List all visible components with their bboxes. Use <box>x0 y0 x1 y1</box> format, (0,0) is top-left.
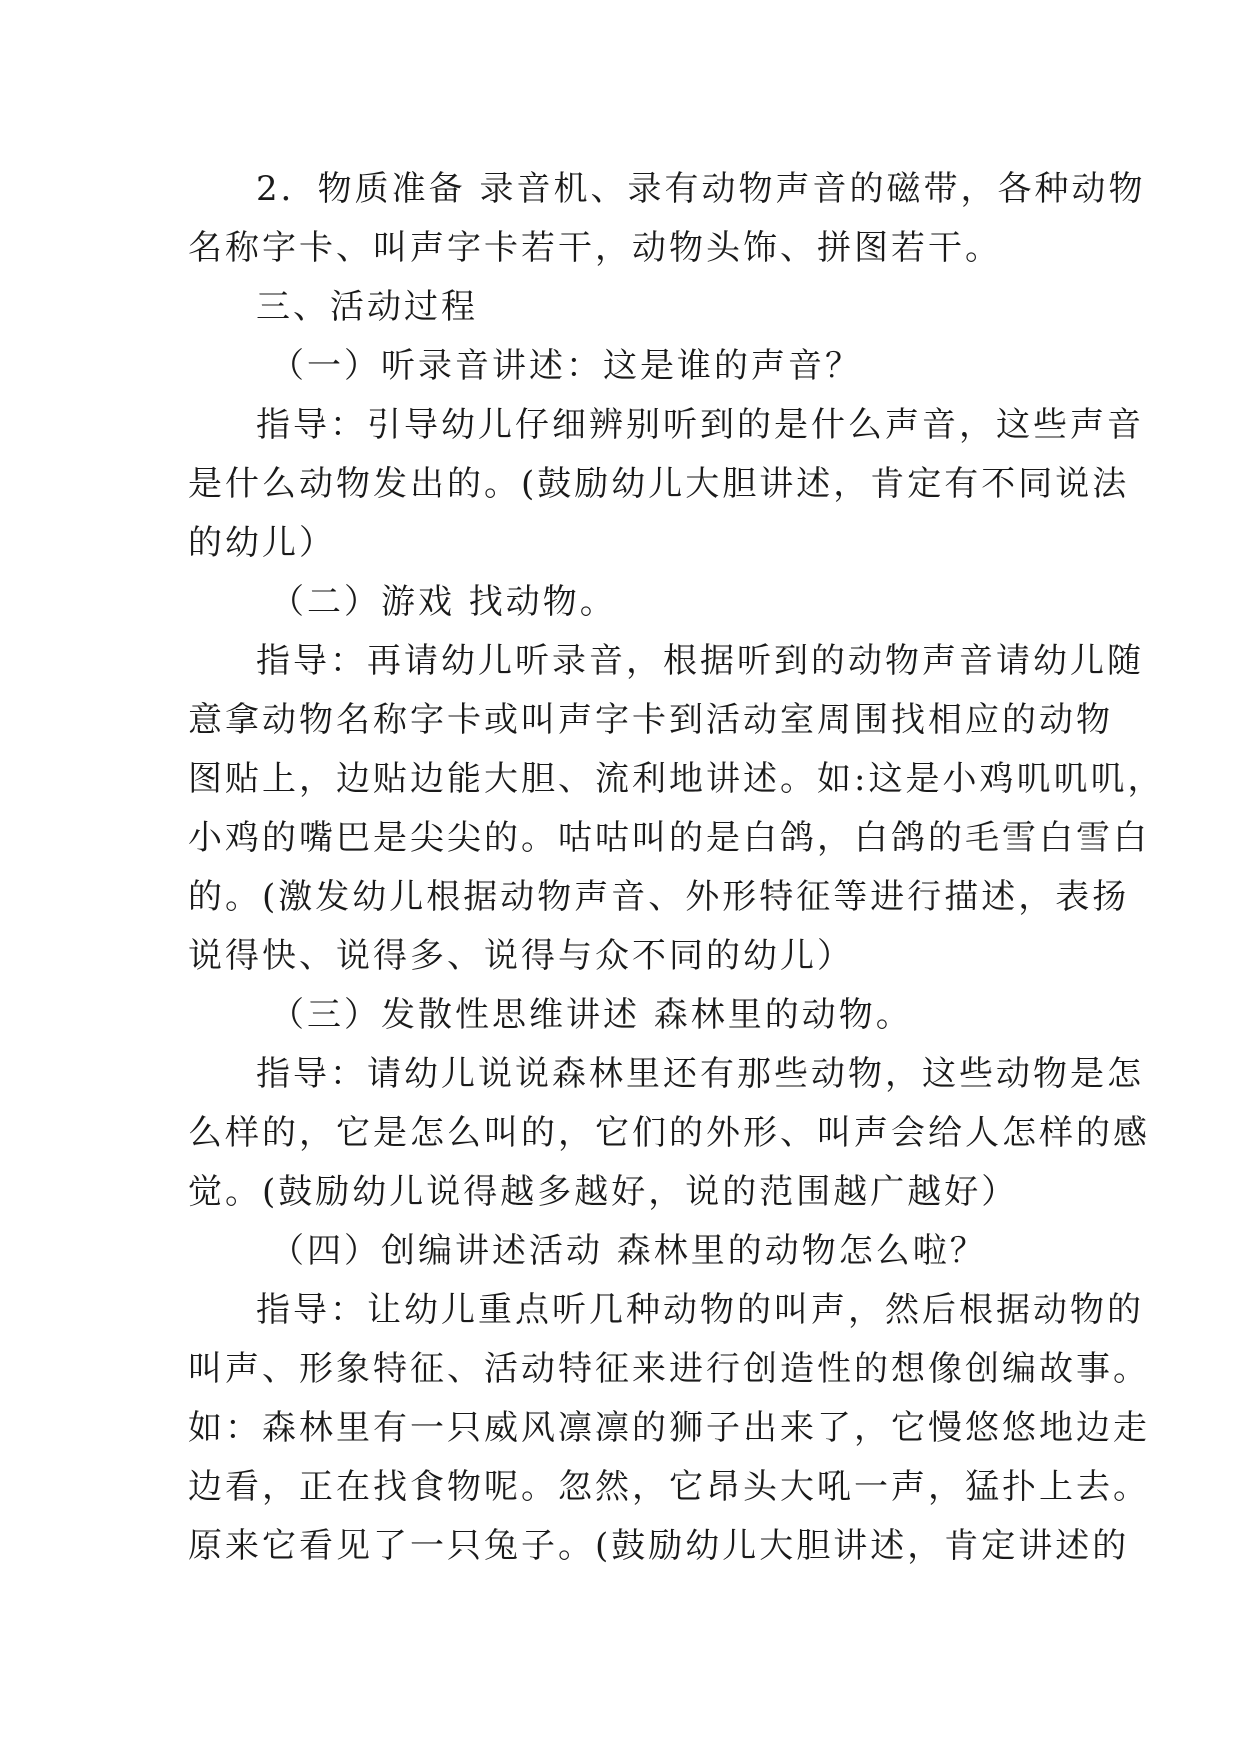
paragraph-line: 是什么动物发出的。(鼓励幼儿大胆讲述，肯定有不同说法 <box>188 464 1130 504</box>
paragraph-line: 意拿动物名称字卡或叫声字卡到活动室周围找相应的动物 <box>188 700 1113 740</box>
paragraph-line: 指导：引导幼儿仔细辨别听到的是什么声音，这些声音 <box>256 405 1144 445</box>
paragraph-line: 的。(激发幼儿根据动物声音、外形特征等进行描述，表扬 <box>188 877 1130 917</box>
paragraph-line: 小鸡的嘴巴是尖尖的。咕咕叫的是白鸽，白鸽的毛雪白雪白 <box>188 818 1150 858</box>
subsection-heading: （三）发散性思维讲述 森林里的动物。 <box>270 995 913 1035</box>
paragraph-line: 如：森林里有一只威风凛凛的狮子出来了，它慢悠悠地边走 <box>188 1408 1150 1448</box>
paragraph-line: 边看，正在找食物呢。忽然，它昂头大吼一声，猛扑上去。 <box>188 1467 1150 1507</box>
document-body <box>188 160 1165 1576</box>
section-heading: 三、活动过程 <box>256 287 478 327</box>
paragraph-line: 原来它看见了一只兔子。(鼓励幼儿大胆讲述，肯定讲述的 <box>188 1526 1130 1566</box>
paragraph-line: 么样的，它是怎么叫的，它们的外形、叫声会给人怎样的感 <box>188 1113 1150 1153</box>
paragraph-line: 叫声、形象特征、活动特征来进行创造性的想像创编故事。 <box>188 1349 1150 1389</box>
subsection-heading: （四）创编讲述活动 森林里的动物怎么啦？ <box>270 1231 987 1271</box>
paragraph-line: 指导：让幼儿重点听几种动物的叫声，然后根据动物的 <box>256 1290 1144 1330</box>
paragraph-line: 指导：请幼儿说说森林里还有那些动物，这些动物是怎 <box>256 1054 1144 1094</box>
paragraph-line: 指导：再请幼儿听录音，根据听到的动物声音请幼儿随 <box>256 641 1144 681</box>
paragraph-line: 说得快、说得多、说得与众不同的幼儿） <box>188 936 854 976</box>
paragraph-line: 图贴上，边贴边能大胆、流利地讲述。如:这是小鸡叽叽叽， <box>188 759 1165 799</box>
paragraph-line: 觉。(鼓励幼儿说得越多越好，说的范围越广越好） <box>188 1172 1019 1212</box>
paragraph-line: 名称字卡、叫声字卡若干，动物头饰、拼图若干。 <box>188 228 1002 268</box>
subsection-heading: （二）游戏 找动物。 <box>270 582 617 622</box>
paragraph-line: 2．物质准备 录音机、录有动物声音的磁带，各种动物 <box>256 169 1146 209</box>
subsection-heading: （一）听录音讲述：这是谁的声音？ <box>270 346 862 386</box>
paragraph-line: 的幼儿） <box>188 523 336 563</box>
